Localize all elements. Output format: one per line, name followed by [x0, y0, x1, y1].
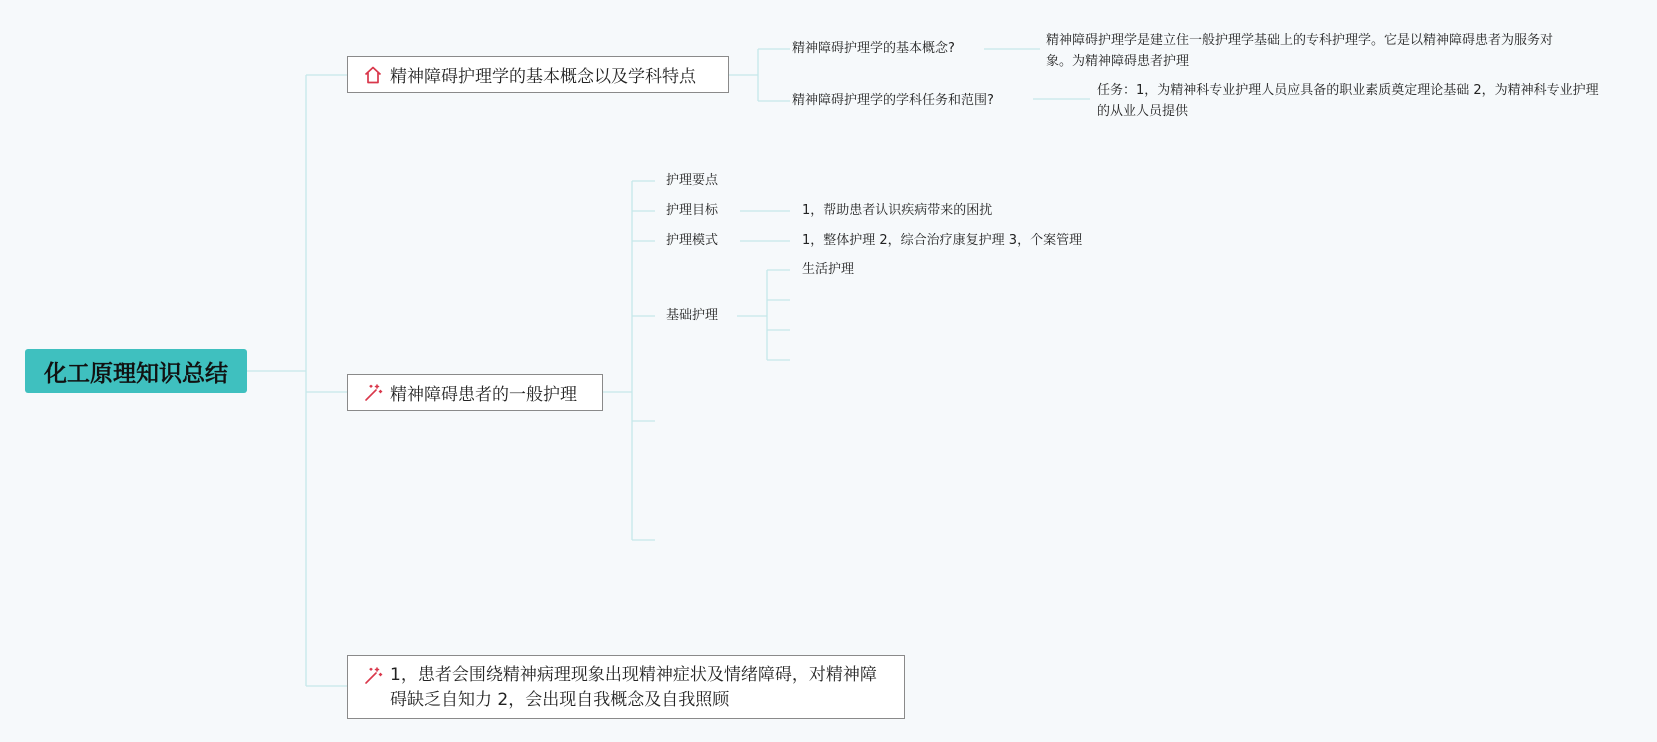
topic-discipline-scope-question[interactable]: 精神障碍护理学的学科任务和范围? — [792, 93, 994, 108]
root-topic[interactable]: 化工原理知识总结 — [25, 349, 247, 393]
topic-basic-concept-answer[interactable]: 精神障碍护理学是建立住一般护理学基础上的专科护理学。它是以精神障碍患者为服务对象。为精神障碍患者护理 — [1046, 33, 1554, 69]
topic-basic-nursing[interactable]: 基础护理 — [666, 308, 719, 323]
topic-daily-life-nursing[interactable]: 生活护理 — [802, 262, 855, 277]
branch-patient-symptoms[interactable] — [347, 655, 905, 719]
topic-discipline-scope-answer[interactable]: 任务：1，为精神科专业护理人员应具备的职业素质奠定理论基础 2，为精神科专业护理的从业人员提供 — [1097, 83, 1599, 119]
branch-general-nursing[interactable] — [347, 374, 603, 411]
connector-b1-trunk — [729, 49, 758, 101]
topic-nursing-key-points[interactable]: 护理要点 — [666, 173, 719, 188]
topic-nursing-goals[interactable]: 护理目标 — [666, 203, 719, 218]
branch-basic-concepts[interactable] — [347, 56, 729, 93]
house-icon — [362, 64, 384, 86]
topic-nursing-model[interactable]: 护理模式 — [666, 233, 719, 248]
branch-basic-concepts-label: 精神障碍护理学的基本概念以及学科特点 — [390, 67, 696, 87]
branch-general-nursing-label: 精神障碍患者的一般护理 — [390, 385, 577, 405]
topic-nursing-goals-detail[interactable]: 1，帮助患者认识疾病带来的困扰 — [802, 203, 993, 218]
magic-wand-icon — [362, 382, 384, 404]
topic-nursing-model-detail[interactable]: 1，整体护理 2，综合治疗康复护理 3，个案管理 — [802, 233, 1083, 248]
connector-b2-c4-trunk — [737, 270, 767, 360]
magic-wand-icon — [362, 665, 384, 687]
branch-patient-symptoms-label: 1，患者会围绕精神病理现象出现精神症状及情绪障碍，对精神障碍缺乏自知力 2，会出现自我概念及自我照顾 — [390, 665, 877, 710]
topic-basic-concept-question[interactable]: 精神障碍护理学的基本概念? — [792, 41, 955, 56]
connector-b2-trunk — [603, 181, 632, 540]
